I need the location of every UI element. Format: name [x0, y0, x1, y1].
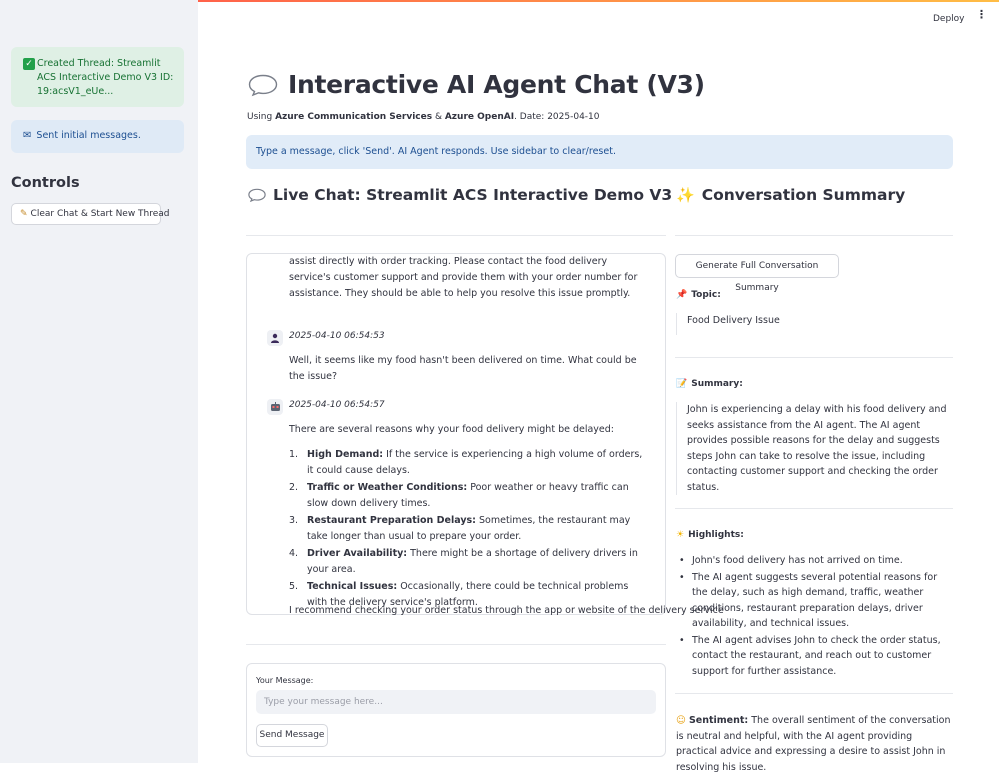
chat-message-intro: There are several reasons why your food delivery might be delayed: — [289, 424, 614, 435]
smiley-icon: ☺ — [676, 715, 686, 726]
list-number: 3. — [289, 515, 299, 526]
deploy-button[interactable]: Deploy — [933, 14, 965, 24]
list-number: 4. — [289, 548, 299, 559]
caption-amp: & — [432, 112, 445, 122]
list-item — [289, 513, 649, 545]
list-item — [289, 447, 649, 479]
list-number: 5. — [289, 581, 299, 592]
highlights-label: Highlights: — [688, 530, 744, 540]
chat-divider-bottom — [246, 644, 666, 645]
reason-title: Driver Availability: — [307, 548, 408, 559]
page-title: Interactive AI Agent Chat (V3) — [288, 70, 705, 99]
reason-title: Technical Issues: — [307, 581, 398, 592]
summary-heading — [676, 186, 905, 204]
pushpin-icon: 📌 — [676, 290, 688, 300]
clear-chat-button[interactable] — [11, 203, 170, 225]
summary-divider-top — [675, 235, 953, 236]
summary-divider — [675, 508, 953, 509]
robot-avatar-icon — [267, 399, 283, 415]
chat-divider-top — [246, 235, 666, 236]
list-item — [289, 546, 649, 578]
reason-title: High Demand: — [307, 449, 384, 460]
page-caption — [247, 112, 600, 122]
memo-icon: 📝 — [676, 379, 688, 389]
topic-heading — [676, 290, 721, 300]
speech-bubble-small-icon — [248, 188, 266, 202]
sidebar — [0, 0, 198, 763]
clear-chat-label: Clear Chat & Start New Thread — [30, 209, 170, 219]
summary-heading-text: Conversation Summary — [701, 186, 906, 204]
summary-text: John is experiencing a delay with his food delivery and seeks assistance from the AI agent. The AI agent provides possible reasons for the delay and suggests steps John can take to resolve the issue, including contacting customer support and checking the order status. — [676, 402, 953, 495]
topic-label: Topic: — [691, 290, 721, 300]
message-input[interactable] — [256, 690, 656, 714]
live-chat-heading — [248, 186, 672, 204]
instructions-info-bar: Type a message, click 'Send'. AI Agent responds. Use sidebar to clear/reset. — [246, 135, 953, 169]
list-item: • John's food delivery has not arrived on time. — [676, 553, 953, 569]
highlights-heading — [676, 530, 744, 540]
message-timestamp: 2025-04-10 06:54:53 — [289, 331, 385, 341]
caption-service-1: Azure Communication Services — [275, 112, 433, 122]
memo-pencil-icon: ✎ — [20, 209, 28, 219]
list-item — [289, 480, 649, 512]
thread-created-text: Created Thread: Streamlit ACS Interactive Demo V3 ID: 19:acsV1_eUe... — [37, 58, 174, 97]
controls-heading: Controls — [11, 175, 80, 191]
check-icon: ✓ — [23, 58, 35, 70]
main-menu-icon[interactable]: ⋮ — [976, 8, 987, 21]
reason-text: There might be a shortage of delivery drivers in your area. — [307, 548, 638, 575]
envelope-icon: ✉ — [23, 130, 32, 141]
caption-date: . Date: 2025-04-10 — [514, 112, 600, 122]
caption-service-2: Azure OpenAI — [444, 112, 515, 122]
list-item: • The AI agent suggests several potential reasons for the delay, such as high demand, traffic, weather conditions, restaurant preparation delays, driver availability, and technical issues. — [676, 570, 953, 632]
reason-text: Sometimes, the restaurant may take longer than usual to prepare your order. — [307, 515, 631, 542]
topic-value: Food Delivery Issue — [676, 313, 953, 335]
sentiment-label: Sentiment: — [688, 715, 749, 726]
sparkles-icon: ✨ — [676, 186, 695, 204]
summary-section-heading — [676, 379, 743, 389]
delay-reasons-list — [289, 447, 649, 612]
topic-divider — [675, 357, 953, 358]
chat-message-text: Well, it seems like my food hasn't been delivered on time. What could be the issue? — [289, 355, 637, 382]
chat-message-closing: I recommend checking your order status through the app or website of the delivery service — [289, 605, 724, 616]
messages-sent-text: Sent initial messages. — [36, 130, 141, 141]
summary-label: Summary: — [691, 379, 743, 389]
messages-sent-alert — [11, 120, 184, 153]
reason-text: Occasionally, there could be technical problems with the delivery service's platform. — [307, 581, 629, 608]
page-title-row — [248, 70, 705, 99]
reason-text: If the service is experiencing a high volume of orders, it could cause delays. — [307, 449, 643, 476]
caption-prefix: Using — [247, 112, 276, 122]
list-number: 2. — [289, 482, 299, 493]
generate-summary-button[interactable]: Generate Full Conversation Summary — [675, 254, 839, 278]
reason-title: Traffic or Weather Conditions: — [307, 482, 468, 493]
thread-created-alert — [11, 47, 184, 107]
sentiment-section — [676, 713, 953, 775]
message-input-label: Your Message: — [256, 676, 314, 685]
live-chat-heading-text: Live Chat: Streamlit ACS Interactive Demo V3 — [273, 186, 673, 204]
list-number: 1. — [289, 449, 299, 460]
reason-title: Restaurant Preparation Delays: — [307, 515, 476, 526]
send-message-button[interactable]: Send Message — [256, 724, 328, 747]
chat-message-text: assist directly with order tracking. Please contact the food delivery service's customer support and provide them with your order number for assistance. They should be able to help you resolve this issue promptly. — [289, 256, 638, 299]
message-timestamp: 2025-04-10 06:54:57 — [289, 400, 385, 410]
highlights-list — [676, 553, 953, 680]
list-item: • The AI agent advises John to check the order status, contact the restaurant, and reach out to customer support for further assistance. — [676, 633, 953, 680]
message-form — [246, 663, 666, 757]
sun-icon: ☀ — [676, 530, 685, 540]
highlights-divider — [675, 693, 953, 694]
user-avatar-icon — [267, 330, 283, 346]
reason-text: Poor weather or heavy traffic can slow down delivery times. — [307, 482, 629, 509]
sentiment-text: The overall sentiment of the conversation is neutral and helpful, with the AI agent providing practical advice and expressing a desire to assist John in resolving his issue. — [676, 715, 951, 773]
speech-bubble-icon — [248, 74, 278, 96]
